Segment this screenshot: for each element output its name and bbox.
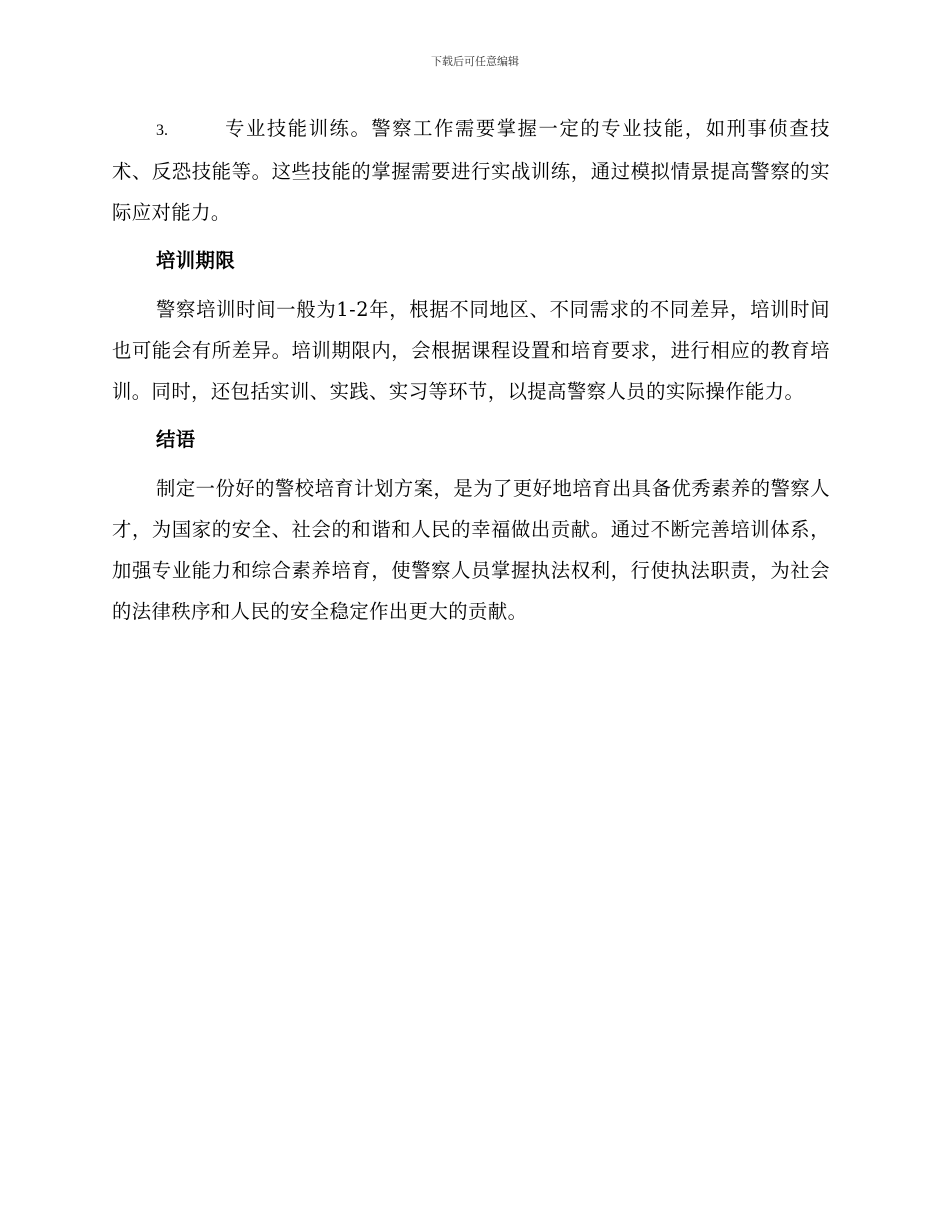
list-item-3 [112, 108, 830, 233]
document-body [112, 108, 830, 632]
section-heading-conclusion: 结语 [156, 428, 196, 451]
section-heading-duration: 培训期限 [156, 249, 236, 272]
list-item-number: 3. [156, 122, 168, 139]
section-paragraph-duration: 警察培训时间一般为1-2年，根据不同地区、不同需求的不同差异，培训时间也可能会有所差异。培训期限内，会根据课程设置和培育要求，进行相应的教育培训。同时，还包括实训、实践、实习等环节，以提高警察人员的实际操作能力。 [112, 298, 830, 403]
list-item-text: 专业技能训练。警察工作需要掌握一定的专业技能，如刑事侦查技术、反恐技能等。这些技能的掌握需要进行实战训练，通过模拟情景提高警察的实际应对能力。 [112, 117, 830, 224]
section-paragraph-conclusion: 制定一份好的警校培育计划方案，是为了更好地培育出具备优秀素养的警察人才，为国家的安全、社会的和谐和人民的幸福做出贡献。通过不断完善培训体系，加强专业能力和综合素养培育，使警察人员掌握执法权利，行使执法职责，为社会的法律秩序和人民的安全稳定作出更大的贡献。 [112, 477, 830, 623]
page-header-note: 下载后可任意编辑 [431, 55, 519, 68]
